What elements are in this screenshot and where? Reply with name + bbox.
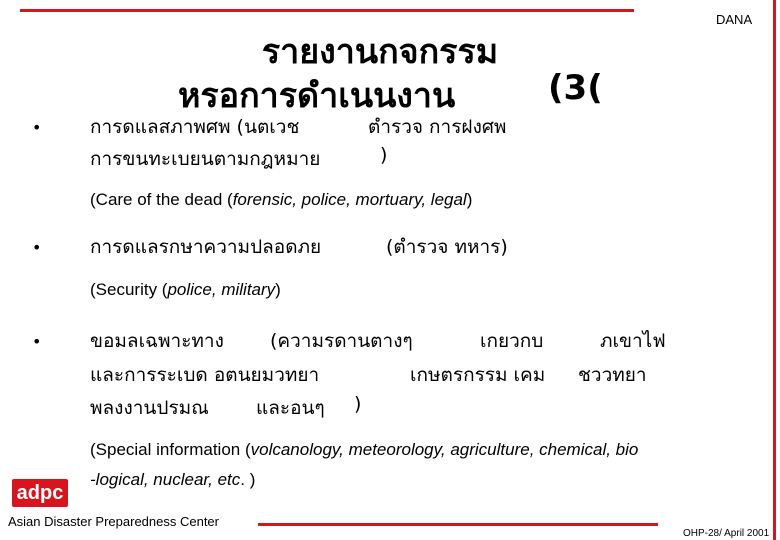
title-line-2: หรอการดำเนนงาน: [178, 76, 456, 116]
adpc-logo: adpc: [12, 479, 68, 507]
item-1-thai-2b: ): [380, 144, 388, 166]
item-3-thai-2a: และการระเบด อตนยมวทยา: [90, 364, 320, 386]
item-3-thai-3b: และอนๆ: [256, 397, 325, 419]
item-3-thai-1a: ขอมลเฉพาะทาง: [90, 330, 224, 352]
right-rule: [773, 0, 776, 540]
bullet-1: •: [32, 118, 42, 137]
item-3-thai-1c: เกยวกบ: [480, 330, 544, 352]
item-3-thai-2b: เกษตรกรรม เคม: [410, 364, 546, 386]
item-3-thai-2c: ชววทยา: [578, 364, 647, 386]
item-3-thai-1b: (ความรดานตางๆ: [270, 330, 413, 352]
item-1-thai-1a: การดแลสภาพศพ (นตเวช: [90, 116, 300, 138]
top-rule: [20, 9, 634, 12]
item-2-thai-1b: (ตำรวจ ทหาร): [386, 236, 508, 258]
header-tag: DANA: [716, 12, 753, 27]
item-3-thai-3a: พลงงานปรมณ: [90, 397, 209, 419]
item-1-thai-1b: ตำรวจ การฝงศพ: [368, 116, 507, 138]
bullet-2: •: [32, 238, 42, 257]
item-2-thai-1a: การดแลรกษาความปลอดภย: [90, 236, 322, 258]
slide-reference: OHP-28/ April 2001: [683, 528, 770, 539]
bullet-3: •: [32, 332, 42, 351]
item-1-english: (Care of the dead (forensic, police, mortuary, legal): [90, 190, 473, 209]
item-1-thai-2a: การขนทะเบยนตามกฎหมาย: [90, 148, 321, 170]
title-line-2-suffix: (3(: [548, 68, 603, 108]
bottom-rule: [258, 523, 658, 526]
item-3-thai-3c: ): [354, 393, 362, 415]
item-3-thai-1d: ภเขาไฟ: [600, 330, 666, 352]
item-2-english: (Security (police, military): [90, 280, 281, 299]
title-line-1: รายงานกจกรรม: [261, 32, 499, 72]
item-3-english-1: (Special information (volcanology, meteorology, agriculture, chemical, bio: [90, 440, 639, 459]
organization-name: Asian Disaster Preparedness Center: [8, 514, 219, 529]
item-3-english-2: -logical, nuclear, etc. ): [90, 470, 256, 489]
